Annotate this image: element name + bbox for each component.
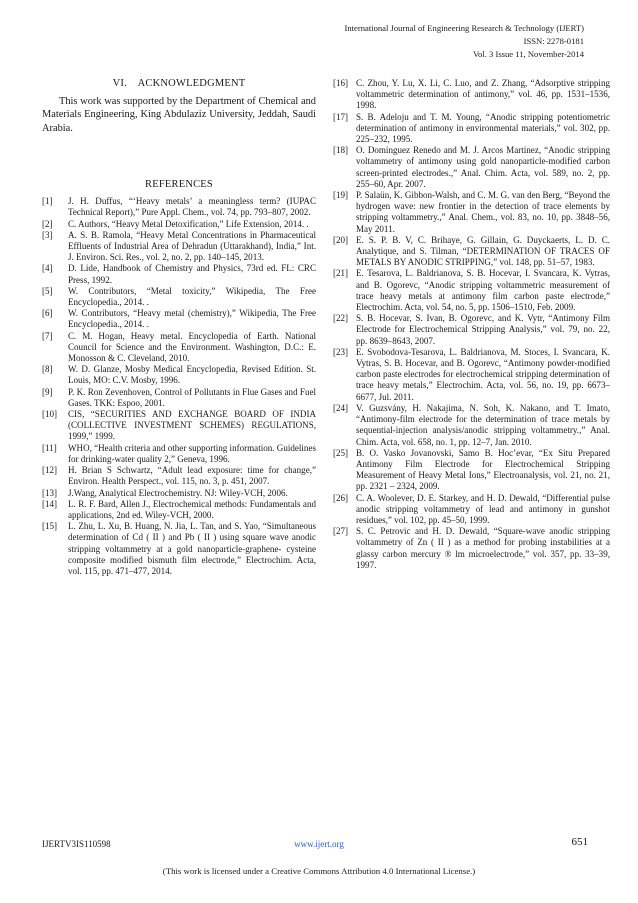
reference-number: [15] [42,521,58,532]
reference-number: [26] [333,492,349,503]
reference-number: [24] [333,402,349,413]
reference-item [333,235,610,269]
reference-item [42,443,316,465]
reference-item [333,403,610,448]
reference-item [42,521,316,577]
reference-item [42,364,316,386]
reference-text: S. B. Adeloju and T. M. Young, “Anodic stripping potentiometric determination of antimony in environmental materials,” vol. 302, pp. 225–232, 1995. [356,111,610,145]
reference-text: L. Zhu, L. Xu, B. Huang, N. Jia, L. Tan, and S. Yao, “Simultaneous determination of Cd ( II ) and Pb ( II ) using square wave anodic stripping voltammetry at a gold nanoparticle-graphene- cysteine composite modified bismuth film electrode,” Electrochim. Acta, vol. 115, pp. 471–477, 2014. [68,521,316,576]
reference-item [333,526,610,571]
reference-number: [23] [333,346,349,357]
reference-item [333,112,610,146]
reference-number: [14] [42,498,58,509]
reference-text: W. D. Glanze, Mosby Medical Encyclopedia, Revised Edition. St. Louis, MO: C.V. Mosby, 1996. [68,364,316,386]
reference-item [42,488,316,499]
journal-volume: Vol. 3 Issue 11, November-2014 [472,49,584,59]
reference-text: WHO, “Health criteria and other supporting information. Guidelines for drinking-water quality 2,” Geneva, 1996. [68,442,316,464]
reference-number: [22] [333,313,349,324]
reference-list-right [333,78,610,571]
reference-item [42,230,316,264]
reference-text: P. K. Ron Zevenhoven, Control of Pollutants in Flue Gases and Fuel Gases. TKK: Espoo, 2001. [68,386,316,408]
references-heading: REFERENCES [145,179,213,191]
reference-number: [17] [333,111,349,122]
reference-text: A. S. B. Ramola, “Heavy Metal Concentrations in Pharmaceutical Effluents of Industrial Area of Dehradun (Uttarakhand), India,” Int. J. Environ. Sci. Res., vol. 2, no. 2, pp. 140–145, 2013. [68,229,316,263]
right-column [333,78,610,571]
reference-text: J.Wang, Analytical Electrochemistry. NJ: Wiley-VCH, 2006. [68,487,288,498]
reference-item [42,331,316,365]
reference-number: [21] [333,268,349,279]
reference-item [42,499,316,521]
reference-text: P. Salaün, K. Gibbon-Walsh, and C. M. G. van den Berg, “Beyond the hydrogen wave: new frontier in the detection of trace elements by stripping voltammetry.,” Anal. Chem., vol. 83, no. 10, pp. 3848–56, May 2011. [356,190,610,234]
license-note: (This work is licensed under a Creative Commons Attribution 4.0 International License.) [162,866,476,876]
reference-item [333,145,610,190]
reference-number: [1] [42,196,53,207]
reference-text: H. Brian S Schwartz, “Adult lead exposure: time for change,” Environ. Health Perspect., vol. 115, no. 3, p. 451, 2007. [68,465,316,487]
journal-url-link[interactable]: www.ijert.org [294,839,344,849]
page-number: 651 [571,836,588,848]
reference-text: S. B. Hocevar, S. Ivan, B. Ogorevc, and K. Vytr, “Antimony Film Electrode for Electrochemical Stripping Analysis,” vol. 79, no. 22, pp. 8639–8643, 2007. [356,313,610,346]
reference-number: [19] [333,190,349,201]
reference-text: CIS, “SECURITIES AND EXCHANGE BOARD OF INDIA (COLLECTIVE INVESTMENT SCHEMES) REGULATIONS, 1999,” 1999. [68,409,316,442]
reference-number: [6] [42,308,53,319]
reference-number: [16] [333,78,349,88]
reference-text: S. C. Petrovic and H. D. Dewald, “Square-wave anodic stripping voltammetry of Zn ( II ) as a method for probing instabilities at a glassy carbon mercury ® lm microelectrode,” vol. 357, pp. 33–39, 1997. [356,526,610,570]
reference-number: [4] [42,263,53,274]
reference-number: [11] [42,442,57,453]
reference-text: C. A. Woolever, D. E. Starkey, and H. D. Dewald, “Differential pulse anodic stripping voltammetry of lead and antimony in gunshot residues,” vol. 102, pp. 45–50, 1999. [356,492,610,525]
reference-text: V. Guzsvány, H. Nakajima, N. Soh, K. Nakano, and T. Imato, “Antimony-film electrode for the determination of trace metals by sequential-injection analysis/anodic stripping voltammetry.,” Anal. Chim. Acta, vol. 658, no. 1, pp. 12–7, Jan. 2010. [356,402,610,447]
reference-item [42,387,316,409]
reference-number: [20] [333,234,349,245]
reference-item [42,308,316,330]
reference-text: C. Zhou, Y. Lu, X. Li, C. Luo, and Z. Zhang, “Adsorptive stripping voltammetric determination of antimony,” vol. 46, pp. 1531–1536, 1998. [356,78,610,111]
reference-number: [18] [333,145,349,156]
reference-number: [12] [42,465,58,476]
reference-text: B. O. Vasko Jovanovski, Samo B. Hoc’evar, “Ex Situ Prepared Antimony Film Electrode for Electrochemical Stripping Measurement of Heavy Metal Ions,” Electroanalysis, vol. 21, no. 21, pp. 2321 – 2324, 2009. [356,447,610,492]
reference-number: [25] [333,447,349,458]
reference-text: O. Domínguez Renedo and M. J. Arcos Martínez, “Anodic stripping voltammetry of antimony using gold nanoparticle-modified carbon screen-printed electrodes.,” Anal. Chim. Acta, vol. 589, no. 2, pp. 255–60, Apr. 2007. [356,145,610,189]
reference-item [42,465,316,487]
acknowledgment-text: This work was supported by the Department of Chemical and Materials Engineering, King Abdulaziz University, Jeddah, Saudi Arabia. [42,96,316,134]
reference-item [42,286,316,308]
reference-item [42,219,316,230]
reference-item [333,78,610,112]
reference-item [333,190,610,235]
reference-number: [3] [42,229,53,240]
paper-id: IJERTV3IS110598 [42,839,111,849]
reference-number: [9] [42,386,53,397]
reference-item [42,196,316,218]
reference-number: [10] [42,409,58,420]
reference-item [333,448,610,493]
journal-header [344,22,584,61]
reference-number: [8] [42,364,53,375]
left-column [42,78,316,577]
acknowledgment-heading: VI. ACKNOWLEDGMENT [112,78,246,89]
reference-text: E. Tesarova, L. Baldrianova, S. B. Hocevar, I. Svancara, K. Vytras, and B. Ogorevc, “Anodic stripping voltammetric measurement of trace heavy metals at antimony film carbon paste electrode,” Electrochim. Acta, vol. 54, no. 5, pp. 1506–1510, Feb. 2009. [356,268,610,313]
reference-item [42,409,316,443]
reference-text: D. Lide, Handbook of Chemistry and Physics, 73rd ed. FL: CRC Press, 1992. [68,263,316,285]
reference-item [333,313,610,347]
reference-number: [27] [333,526,349,537]
reference-item [333,493,610,527]
reference-number: [2] [42,218,53,229]
reference-text: W. Contributors, “Heavy metal (chemistry),” Wikipedia, The Free Encyclopedia., 2014. . [68,308,316,330]
reference-item [42,263,316,285]
reference-number: [13] [42,487,58,498]
reference-text: L. R. F. Bard, Allen J., Electrochemical methods: Fundamentals and applications, 2nd ed. Wiley-VCH, 2000. [68,498,316,520]
reference-number: [7] [42,330,53,341]
reference-item [333,347,610,403]
reference-text: E. S. P. B. V, C. Brihaye, G. Gillain, G. Duyckaerts, L. D. C. Analytique, and S. Tilman, “DETERMINATION OF TRACES OF METALS BY ANODIC STRIPPING,” vol. 148, pp. 51–57, 1983. [356,234,610,268]
reference-text: W. Contributors, “Metal toxicity,” Wikipedia, The Free Encyclopedia., 2014. . [68,285,316,308]
reference-item [333,268,610,313]
reference-list-left [42,196,316,577]
reference-number: [5] [42,285,53,296]
reference-text: J. H. Duffus, “‘Heavy metals’ a meaningless term? (IUPAC Technical Report),” Pure Appl. Chem., vol. 74, pp. 793–807, 2002. [68,196,316,218]
reference-text: C. Authors, “Heavy Metal Detoxification,” Life Extension, 2014. . [68,218,309,229]
reference-text: E. Svobodova-Tesarova, L. Baldrianova, M. Stoces, I. Svancara, K. Vytras, S. B. Hocevar, and B. Ogorevc, “Antimony powder-modified carbon paste electrodes for electrochemical stripping determination of trace heavy metals,” Electrochim. Acta, vol. 56, no. 19, pp. 6673–6677, Jul. 2011. [356,346,610,402]
reference-text: C. M. Hogan, Heavy metal. Encyclopedia of Earth. National Council for Science and the Environment. Washington, D.C.: E. Monosson & C. Cleveland, 2010. [68,330,316,364]
journal-issn: ISSN: 2278-0181 [523,36,584,46]
journal-title: International Journal of Engineering Research & Technology (IJERT) [344,23,584,33]
